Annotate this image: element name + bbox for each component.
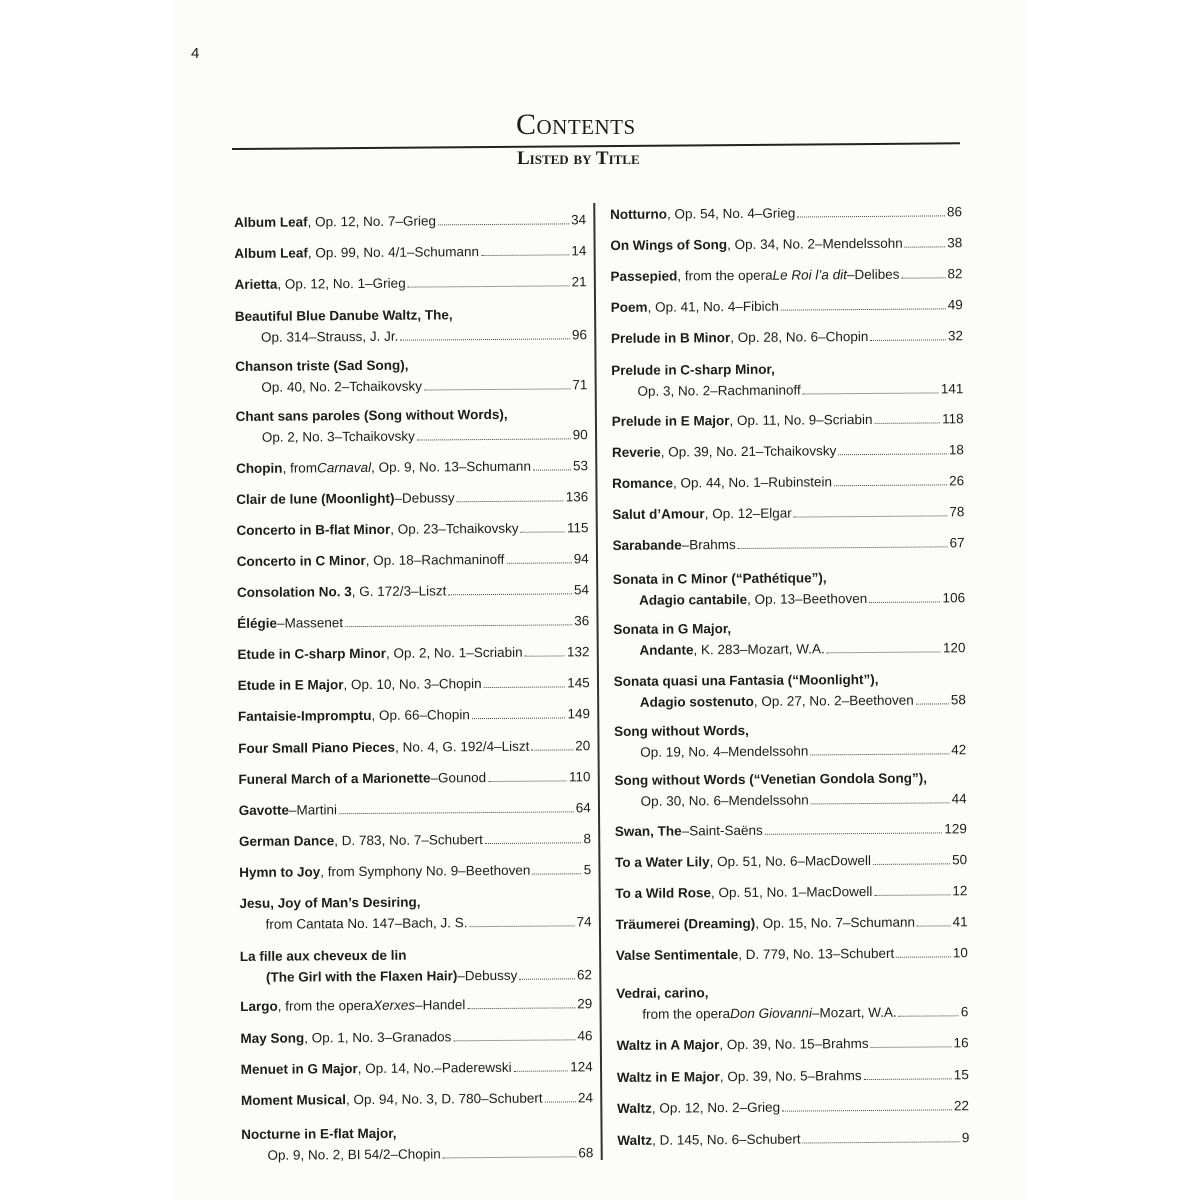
toc-entry[interactable] (615, 880, 967, 904)
entry-details: , Op. 12–Elgar (704, 505, 792, 522)
entry-page-number: 41 (952, 914, 968, 930)
toc-entry[interactable] (240, 1025, 592, 1049)
entry-page-number: 124 (570, 1059, 593, 1075)
entry-details: from the opera (642, 1006, 731, 1022)
entry-details: , Op. 12, No. 1–Grieg (277, 275, 406, 292)
dot-leader (448, 593, 572, 595)
dot-leader (472, 717, 566, 719)
toc-entry[interactable] (610, 201, 962, 225)
entry-title: Salut d’Amour (612, 506, 705, 522)
toc-entry[interactable] (612, 439, 964, 463)
entry-details: , Op. 1, No. 3–Granados (304, 1029, 452, 1046)
toc-entry[interactable] (239, 797, 591, 821)
entry-details: Op. 2, No. 3–Tchaikovsky (261, 428, 415, 445)
dot-leader (870, 339, 946, 341)
entry-title: Sonata quasi una Fantasia (“Moonlight”), (613, 671, 879, 689)
entry-page-number: 67 (949, 535, 965, 551)
toc-entry[interactable] (238, 766, 590, 790)
dot-leader (782, 1109, 952, 1111)
toc-entry[interactable] (610, 263, 962, 287)
entry-details: , from the opera (677, 267, 773, 284)
entry-page-number: 32 (947, 328, 964, 344)
entry-title: Concerto in B-flat Minor (236, 521, 391, 538)
entry-details: –Handel (415, 997, 466, 1013)
entry-page-number: 96 (571, 327, 588, 343)
entry-details: , Op. 66–Chopin (371, 707, 470, 723)
entry-details: , Op. 9, No. 13–Schumann (371, 458, 531, 475)
entry-subtitle: (The Girl with the Flaxen Hair) (265, 968, 458, 985)
dot-leader (811, 802, 950, 804)
toc-entry[interactable] (615, 849, 967, 873)
dot-leader (875, 422, 941, 424)
dot-leader (810, 753, 949, 755)
entry-page-number: 21 (571, 274, 587, 290)
entry-page-number: 34 (570, 212, 587, 228)
entry-page-number: 49 (947, 297, 963, 313)
entry-title: Chopin (235, 460, 283, 476)
dot-leader (345, 624, 572, 627)
entry-page-number: 18 (948, 442, 964, 458)
entry-page-number: 118 (942, 411, 964, 427)
entry-subtitle: Adagio cantabile (639, 591, 748, 608)
entry-page-number: 24 (577, 1090, 594, 1106)
entry-details: , Op. 94, No. 3, D. 780–Schubert (345, 1090, 543, 1108)
dot-leader (738, 546, 948, 549)
dot-leader (485, 842, 582, 844)
entry-title: To a Water Lily (615, 854, 710, 870)
dot-leader (408, 285, 570, 287)
entry-details: , Op. 23–Tchaikovsky (390, 520, 519, 537)
entry-page-number: 110 (568, 769, 591, 785)
entry-page-number: 74 (576, 914, 592, 930)
entry-title: Song without Words (“Venetian Gondola Song”), (614, 770, 928, 788)
entry-page-number: 12 (952, 883, 968, 899)
entry-details: , Op. 12, No. 2–Grieg (651, 1099, 781, 1116)
entry-subtitle: Adagio sostenuto (639, 693, 754, 710)
entry-details: , Op. 41, No. 4–Fibich (647, 298, 779, 315)
entry-title: Notturno (609, 206, 668, 222)
toc-entry[interactable] (237, 610, 589, 634)
entry-page-number: 71 (572, 377, 588, 393)
entry-page-number: 141 (940, 381, 964, 397)
entry-details: –Saint-Saëns (681, 822, 763, 839)
entry-title: Waltz (616, 1100, 652, 1116)
toc-entry[interactable] (614, 718, 966, 763)
toc-entry[interactable] (611, 325, 963, 349)
entry-title: Clair de lune (Moonlight) (236, 490, 395, 507)
toc-entry[interactable] (235, 303, 587, 348)
entry-page-number: 82 (947, 266, 963, 282)
entry-page-number: 16 (953, 1035, 969, 1051)
entry-title: Waltz (617, 1132, 653, 1148)
toc-entry[interactable] (616, 1032, 968, 1056)
dot-leader (781, 308, 946, 310)
toc-entry[interactable] (237, 579, 589, 603)
entry-details: , K. 283–Mozart, W.A. (693, 641, 825, 658)
toc-entry[interactable] (615, 818, 967, 842)
toc-entry[interactable] (612, 408, 964, 432)
toc-entry[interactable] (240, 943, 592, 988)
entry-page-number: 29 (577, 996, 593, 1012)
entry-page-number: 58 (950, 692, 966, 708)
entry-details: , Op. 27, No. 2–Beethoven (753, 692, 914, 709)
entry-details: , Op. 99, No. 4/1–Schumann (307, 244, 480, 261)
toc-entry[interactable] (237, 548, 589, 572)
dot-leader (467, 1007, 575, 1009)
dot-leader (545, 1101, 576, 1102)
entry-page-number: 54 (573, 582, 590, 598)
toc-entry[interactable] (241, 1121, 593, 1166)
entry-title: Träumerei (Dreaming) (615, 915, 756, 932)
toc-entry[interactable] (235, 353, 587, 398)
toc-entry[interactable] (239, 890, 591, 935)
dot-leader (838, 453, 947, 455)
dot-leader (484, 686, 566, 688)
entry-title: Sarabande (612, 537, 682, 553)
toc-entry[interactable] (234, 240, 586, 264)
toc-entry[interactable] (234, 209, 586, 233)
toc-entry[interactable] (612, 501, 964, 525)
dot-leader (827, 651, 941, 653)
entry-page-number: 129 (944, 821, 967, 837)
entry-page-number: 10 (952, 945, 968, 961)
entry-title: Gavotte (238, 802, 290, 818)
entry-title: Etude in C-sharp Minor (237, 645, 387, 662)
entry-page-number: 50 (952, 852, 968, 868)
entry-page-number: 115 (566, 520, 589, 536)
dot-leader (917, 925, 951, 926)
entry-page-number: 64 (575, 800, 591, 816)
entry-details: , from Symphony No. 9–Beethoven (320, 862, 531, 880)
dot-leader (488, 780, 567, 782)
dot-leader (443, 1156, 577, 1158)
entry-page-number: 5 (583, 862, 592, 878)
entry-details: –Gounod (430, 770, 487, 786)
entry-work-title: Le Roi l’a dit (772, 267, 847, 283)
entry-details: , Op. 18–Rachmaninoff (365, 551, 505, 568)
dot-leader (803, 1141, 960, 1143)
dot-leader (521, 531, 565, 532)
entry-page-number: 38 (947, 235, 963, 251)
dot-leader (481, 254, 569, 256)
entry-details: , from the opera (277, 997, 374, 1014)
entry-details: , from (282, 460, 318, 476)
dot-leader (896, 956, 951, 957)
dot-leader (533, 469, 571, 470)
dot-leader (803, 392, 939, 394)
entry-title: Prelude in B Minor (610, 330, 731, 346)
entry-page-number: 26 (949, 473, 965, 489)
entry-page-number: 6 (960, 1004, 969, 1020)
entry-title: Album Leaf (234, 214, 308, 230)
toc-entry[interactable] (612, 470, 964, 494)
entry-page-number: 15 (953, 1067, 969, 1083)
entry-details: , Op. 10, No. 3–Chopin (343, 676, 482, 693)
toc-entry[interactable] (241, 1087, 593, 1111)
toc-entry[interactable] (235, 271, 587, 295)
dot-leader (864, 1078, 952, 1080)
entry-details: , Op. 11, No. 9–Scriabin (729, 411, 873, 429)
entry-title: Poem (610, 299, 648, 315)
entry-details: , Op. 15, No. 7–Schumann (755, 914, 916, 931)
entry-title: Valse Sentimentale (615, 947, 739, 963)
dot-leader (417, 438, 571, 440)
dot-leader (531, 749, 573, 750)
dot-leader (794, 515, 948, 517)
toc-entry[interactable] (236, 403, 588, 448)
dot-leader (519, 978, 575, 979)
dot-leader (899, 1015, 959, 1016)
entry-title: Sonata in G Major, (613, 621, 732, 637)
toc-entry[interactable] (613, 532, 965, 556)
entry-details: from Cantata No. 147–Bach, J. S. (265, 915, 468, 932)
entry-details: Op. 30, No. 6–Mendelssohn (640, 792, 809, 809)
dot-leader (506, 562, 571, 564)
entry-details: , Op. 51, No. 6–MacDowell (709, 852, 872, 870)
entry-details: , D. 145, No. 6–Schubert (651, 1131, 801, 1148)
entry-title: Moment Musical (240, 1092, 347, 1108)
dot-leader (901, 277, 945, 278)
entry-details: , Op. 34, No. 2–Mendelssohn (727, 235, 903, 253)
entry-title: Élégie (237, 615, 278, 631)
dot-leader (453, 1039, 575, 1041)
entry-title: Largo (240, 998, 278, 1014)
toc-entry[interactable] (238, 735, 590, 759)
dot-leader (905, 246, 946, 247)
toc-entry[interactable] (616, 942, 968, 966)
entry-page-number: 9 (961, 1130, 970, 1146)
entry-details: , Op. 12, No. 7–Grieg (307, 213, 436, 230)
toc-entry[interactable] (613, 616, 965, 661)
entry-title: Swan, The (614, 823, 682, 839)
entry-details: –Delibes (846, 266, 900, 283)
toc-entry[interactable] (617, 1127, 969, 1151)
entry-work-title: Carnaval (316, 459, 372, 476)
entry-page-number: 132 (566, 644, 590, 660)
toc-entry[interactable] (614, 668, 966, 713)
dot-leader (532, 873, 581, 874)
dot-leader (765, 832, 943, 834)
entry-title: Arietta (234, 276, 278, 292)
entry-title: Nocturne in E-flat Major, (241, 1125, 397, 1142)
toc-entry[interactable] (238, 672, 590, 696)
entry-page-number: 53 (572, 458, 589, 474)
entry-page-number: 106 (942, 590, 966, 606)
entry-page-number: 8 (583, 831, 592, 847)
toc-entry[interactable] (236, 455, 588, 479)
dot-leader (424, 388, 570, 390)
entry-title: Reverie (611, 444, 661, 460)
entry-title: Fantaisie-Impromptu (237, 707, 372, 724)
entry-page-number: 62 (576, 967, 593, 983)
toc-entry[interactable] (239, 828, 591, 852)
dot-leader (869, 601, 940, 603)
toc-entry[interactable] (616, 911, 968, 935)
entry-title: Hymn to Joy (239, 864, 321, 880)
entry-title: Beautiful Blue Danube Waltz, The, (234, 307, 453, 324)
entry-page-number: 20 (575, 738, 591, 754)
entry-title: Vedrai, carino, (616, 985, 709, 1001)
entry-title: Romance (612, 475, 673, 491)
dot-leader (339, 811, 574, 814)
toc-entry[interactable] (616, 980, 968, 1025)
entry-page-number: 44 (951, 791, 967, 807)
entry-details: Op. 314–Strauss, J. Jr. (260, 328, 399, 345)
entry-details: , Op. 39, No. 5–Brahms (719, 1068, 862, 1085)
entry-title: On Wings of Song (610, 237, 728, 253)
toc-entry[interactable] (614, 767, 966, 812)
entry-title: Concerto in C Minor (236, 552, 366, 569)
toc-entry[interactable] (613, 566, 965, 611)
entry-page-number: 68 (578, 1145, 594, 1161)
entry-page-number: 145 (567, 675, 590, 691)
entry-details: –Brahms (681, 537, 736, 553)
entry-details: , No. 4, G. 192/4–Liszt (394, 738, 530, 755)
dot-leader (871, 1046, 952, 1048)
dot-leader (834, 484, 947, 486)
entry-title: Waltz in A Major (616, 1037, 720, 1053)
entry-details: Op. 19, No. 4–Mendelssohn (640, 743, 809, 760)
entry-page-number: 78 (949, 504, 965, 520)
dot-leader (457, 500, 564, 502)
toc-entry[interactable] (617, 1064, 969, 1088)
entry-details: Op. 3, No. 2–Rachmaninoff (637, 382, 801, 399)
entry-title: Album Leaf (234, 245, 308, 261)
entry-details: Op. 9, No. 2, BI 54/2–Chopin (267, 1146, 441, 1163)
dot-leader (438, 223, 569, 225)
entry-details: , G. 172/3–Liszt (351, 583, 447, 600)
entry-title: Waltz in E Major (616, 1069, 720, 1085)
entry-title: Chanson triste (Sad Song), (235, 357, 409, 374)
entry-page-number: 14 (571, 243, 587, 259)
toc-entry[interactable] (610, 232, 962, 256)
entry-page-number: 36 (574, 613, 590, 629)
entry-work-title: Xerxes (373, 997, 416, 1013)
page-title: Contents (516, 108, 636, 141)
entry-page-number: 94 (573, 551, 589, 567)
entry-title: German Dance (238, 833, 335, 849)
page-subtitle: Listed by Title (517, 148, 640, 169)
entry-details: –Mozart, W.A. (811, 1004, 897, 1021)
entry-details: , Op. 44, No. 1–Rubinstein (672, 474, 833, 491)
toc-entry[interactable] (236, 517, 588, 541)
entry-title: Consolation No. 3 (236, 584, 352, 600)
entry-details: , D. 783, No. 7–Schubert (334, 832, 483, 849)
toc-entry[interactable] (238, 703, 590, 727)
dot-leader (525, 655, 565, 656)
entry-page-number: 42 (951, 742, 967, 758)
entry-title: Sonata in C Minor (“Pathétique”), (612, 570, 827, 587)
entry-title: La fille aux cheveux de lin (239, 947, 407, 964)
entry-details: Op. 40, No. 2–Tchaikovsky (261, 378, 423, 395)
entry-page-number: 149 (567, 706, 591, 722)
dot-leader (400, 338, 570, 340)
toc-entry[interactable] (239, 859, 591, 883)
toc-entry[interactable] (240, 993, 592, 1017)
entry-details: –Debussy (457, 967, 518, 984)
dot-leader (873, 863, 950, 865)
entry-details: , Op. 28, No. 6–Chopin (730, 328, 869, 346)
dot-leader (797, 215, 945, 217)
entry-title: Etude in E Major (237, 677, 344, 693)
page-number: 4 (191, 45, 200, 62)
entry-details: –Debussy (394, 490, 455, 506)
toc-entry[interactable] (241, 1056, 593, 1080)
entry-subtitle: Andante (639, 642, 694, 658)
entry-title: Menuet in G Major (240, 1061, 358, 1077)
toc-entry[interactable] (237, 641, 589, 665)
entry-title: Chant sans paroles (Song without Words), (235, 406, 508, 424)
toc-entry[interactable] (611, 357, 963, 402)
toc-entry[interactable] (236, 486, 588, 510)
entry-details: , Op. 39, No. 21–Tchaikovsky (660, 443, 837, 460)
entry-details: , Op. 13–Beethoven (747, 590, 868, 607)
dot-leader (469, 925, 574, 927)
dot-leader (514, 1070, 569, 1071)
entry-details: , Op. 2, No. 1–Scriabin (385, 644, 523, 661)
entry-details: , Op. 51, No. 1–MacDowell (710, 883, 873, 901)
entry-page-number: 22 (953, 1098, 970, 1114)
entry-title: To a Wild Rose (615, 885, 712, 901)
entry-details: –Martini (288, 802, 338, 818)
toc-entry[interactable] (611, 294, 963, 318)
dot-leader (874, 894, 950, 896)
entry-details: , Op. 39, No. 15–Brahms (719, 1035, 869, 1053)
entry-page-number: 136 (565, 489, 589, 505)
entry-title: May Song (240, 1030, 305, 1046)
entry-page-number: 86 (946, 204, 963, 220)
entry-details: , Op. 54, No. 4–Grieg (666, 205, 796, 222)
entry-title: Passepied (610, 268, 678, 284)
entry-title: Funeral March of a Marionette (238, 770, 431, 787)
entry-title: Prelude in C-sharp Minor, (611, 361, 775, 378)
entry-page-number: 90 (572, 427, 588, 443)
dot-leader (916, 703, 949, 704)
entry-work-title: Don Giovanni (730, 1005, 812, 1022)
entry-title: Four Small Piano Pieces (238, 739, 396, 756)
entry-title: Song without Words, (614, 722, 749, 739)
entry-title: Jesu, Joy of Man’s Desiring, (239, 894, 421, 911)
entry-details: –Massenet (276, 615, 344, 631)
entry-title: Prelude in E Major (611, 413, 730, 429)
entry-details: , Op. 14, No.–Paderewski (357, 1059, 512, 1077)
entry-page-number: 46 (577, 1028, 593, 1044)
toc-entry[interactable] (617, 1095, 969, 1119)
entry-details: , D. 779, No. 13–Schubert (738, 945, 895, 963)
entry-page-number: 120 (942, 640, 966, 656)
